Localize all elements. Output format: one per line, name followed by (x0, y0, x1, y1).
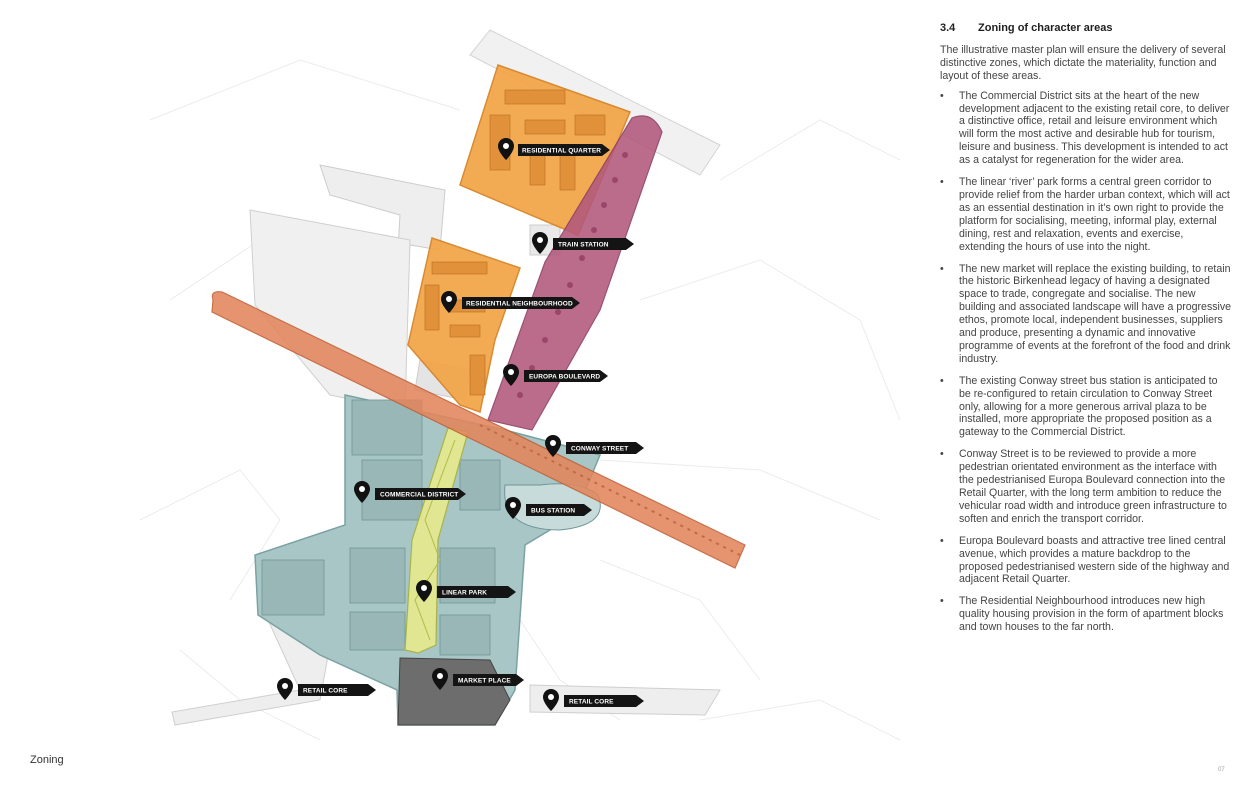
bullet-text: The existing Conway street bus station is anticipated to be re-configured to retain circulation to Conway Street only, allowing for a more generous arrival plaza to be installed, more appropriate the proposed position as a gateway to the Commercial District. (959, 374, 1218, 439)
svg-text:RESIDENTIAL NEIGHBOURHOOD: RESIDENTIAL NEIGHBOURHOOD (466, 300, 573, 308)
section-number: 3.4 (940, 22, 956, 34)
page-number: 07 (1218, 767, 1225, 773)
intro-paragraph: The illustrative master plan will ensure the delivery of several distinctive zones, which dictate the materiality, function and layout of these areas. (940, 43, 1226, 82)
bullet-text: The Commercial District sits at the heart of the new development adjacent to the existing retail core, to deliver a distinctive office, retail and leisure environment which will form the most active and desirable hub for tourism, leisure and business. This development is intended to act as a catalyst for regeneration for the wider area. (959, 89, 1230, 167)
list-item (940, 375, 1232, 440)
bullet-marker: • (940, 89, 944, 102)
footer-title: Zoning (30, 754, 64, 766)
svg-text:LINEAR PARK: LINEAR PARK (442, 589, 488, 597)
svg-text:TRAIN STATION: TRAIN STATION (558, 241, 609, 249)
list-item (940, 176, 1232, 253)
svg-text:RETAIL CORE: RETAIL CORE (569, 698, 614, 706)
bullet-marker: • (940, 262, 944, 275)
bullet-text: Europa Boulevard boasts and attractive tree lined central avenue, which provides a mature backdrop to the proposed pedestrianised western side of the highway and adjacent Retail Quarter. (959, 534, 1230, 586)
bullet-text: Conway Street is to be reviewed to provide a more pedestrian orientated environment as the interface with the pedestrianised Europa Boulevard connection into the Retail Quarter, with the long term ambition to reduce the vehicular road width and introduce green infrastructure to soften and enrich the transport corridor. (959, 448, 1227, 525)
bullet-text: The linear ‘river’ park forms a central green corridor to provide relief from the harder urban context, which will act as an essential destination in it’s own right to provide the platform for socialising, meeting, informal play, external dining, rest and relaxation, events and exercise, extending the hours of use into the night. (959, 176, 1230, 253)
section-heading (940, 22, 1232, 35)
bullet-marker: • (940, 374, 944, 387)
bullet-marker: • (940, 448, 944, 461)
svg-text:MARKET PLACE: MARKET PLACE (458, 677, 511, 685)
bullet-text: The Residential Neighbourhood introduces new high quality housing provision in the form of apartment blocks and town houses to the far north. (959, 595, 1224, 634)
section-title: Zoning of character areas (978, 22, 1113, 34)
list-item (940, 90, 1232, 167)
bullet-marker: • (940, 534, 944, 547)
bullet-list (940, 90, 1232, 634)
svg-text:EUROPA BOULEVARD: EUROPA BOULEVARD (529, 373, 601, 381)
list-item (940, 448, 1232, 525)
bullet-marker: • (940, 176, 944, 189)
list-item (940, 263, 1232, 366)
zone-market-place (398, 658, 510, 725)
svg-text:RETAIL CORE: RETAIL CORE (303, 687, 348, 695)
svg-text:COMMERCIAL DISTRICT: COMMERCIAL DISTRICT (380, 491, 459, 499)
svg-text:RESIDENTIAL QUARTER: RESIDENTIAL QUARTER (522, 147, 602, 155)
bullet-marker: • (940, 595, 944, 608)
svg-text:CONWAY STREET: CONWAY STREET (571, 445, 629, 453)
bullet-text: The new market will replace the existing building, to retain the historic Birkenhead legacy of having a designated space to trade, congregate and socialise. The new building and associated landscape will have a progressive ethos, promote local, independent businesses, suppliers and produce, presenting a dynamic and innovative programme of events at the forefront of the food and drink industry. (959, 262, 1232, 365)
list-item (940, 535, 1232, 587)
list-item (940, 595, 1232, 634)
svg-text:BUS STATION: BUS STATION (531, 507, 576, 515)
text-column (940, 22, 1232, 643)
